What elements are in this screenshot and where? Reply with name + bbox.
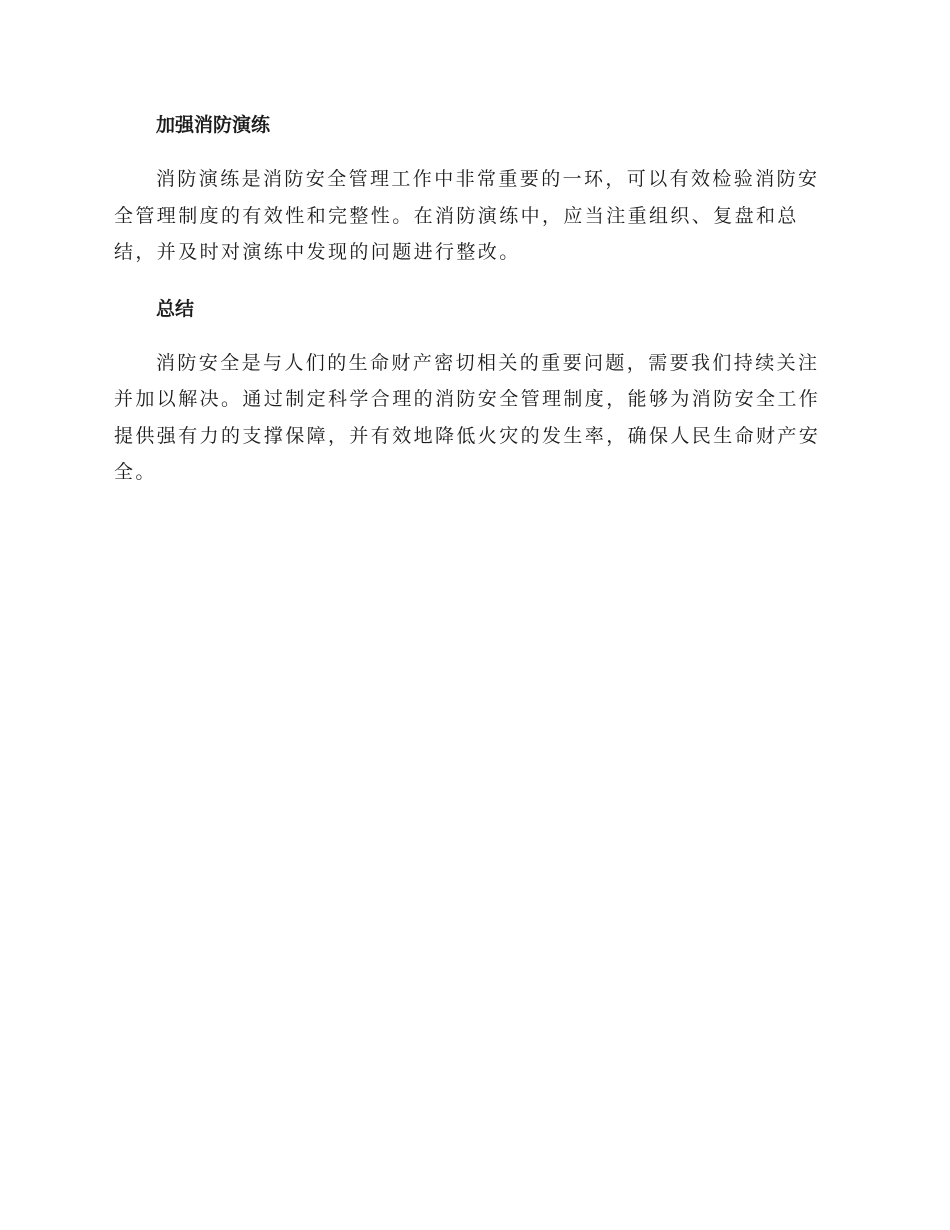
spacer bbox=[114, 326, 834, 345]
section-paragraph-fire-drill: 消防演练是消防安全管理工作中非常重要的一环，可以有效检验消防安全管理制度的有效性和完整性。在消防演练中，应当注重组织、复盘和总结，并及时对演练中发现的问题进行整改。 bbox=[114, 168, 820, 263]
document-body bbox=[114, 108, 834, 491]
spacer bbox=[114, 142, 834, 161]
section-paragraph-summary: 消防安全是与人们的生命财产密切相关的重要问题，需要我们持续关注并加以解决。通过制定科学合理的消防安全管理制度，能够为消防安全工作提供强有力的支撑保障，并有效地降低火灾的发生率，确保人民生命财产安全。 bbox=[114, 351, 821, 483]
spacer bbox=[114, 271, 834, 292]
section-heading-fire-drill: 加强消防演练 bbox=[156, 114, 271, 136]
section-heading-summary: 总结 bbox=[156, 297, 195, 320]
